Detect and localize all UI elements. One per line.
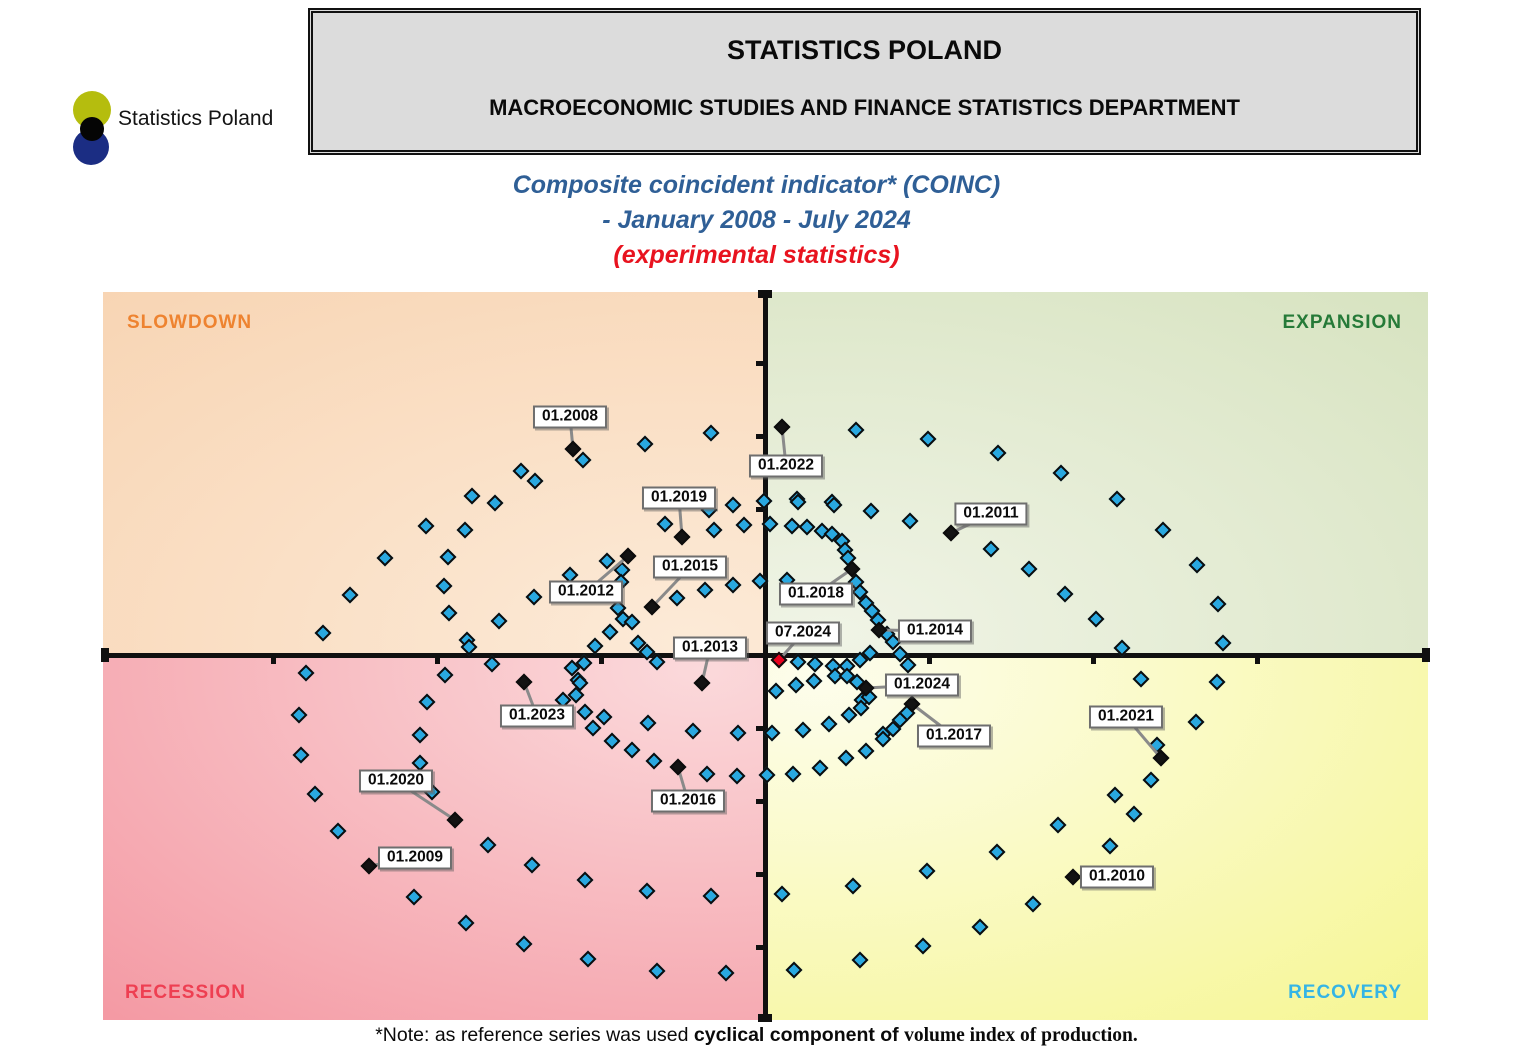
quadrant-label-slowdown: SLOWDOWN: [127, 312, 253, 333]
chart-title-line3: (experimental statistics): [613, 241, 900, 269]
date-label-01.2023: 01.2023: [500, 705, 574, 728]
chart-title-line2: - January 2008 - July 2024: [602, 206, 911, 234]
date-label-01.2020: 01.2020: [359, 770, 433, 793]
date-label-01.2021: 01.2021: [1089, 706, 1163, 729]
date-label-01.2016: 01.2016: [651, 790, 725, 813]
date-label-07.2024: 07.2024: [766, 622, 840, 645]
chart-title-line1: Composite coincident indicator* (COINC): [512, 171, 1001, 199]
date-label-01.2011: 01.2011: [954, 503, 1027, 526]
date-label-01.2019: 01.2019: [642, 487, 716, 510]
footnote-serif: volume index of production.: [904, 1025, 1138, 1046]
date-label-01.2010: 01.2010: [1080, 866, 1154, 889]
header-box: [308, 8, 1421, 155]
footnote-prefix: *Note: as reference series was used: [375, 1024, 694, 1046]
date-label-01.2013: 01.2013: [673, 637, 747, 660]
quadrant-label-recession: RECESSION: [125, 982, 246, 1003]
statistics-poland-logo: [60, 85, 320, 175]
date-label-01.2015: 01.2015: [653, 556, 727, 579]
footnote: [0, 1024, 1513, 1047]
date-label-01.2024: 01.2024: [885, 674, 959, 697]
chart-title-block: [0, 168, 1513, 273]
date-label-01.2009: 01.2009: [378, 847, 452, 870]
footnote-bold: cyclical component of: [693, 1024, 905, 1046]
header-title: STATISTICS POLAND: [727, 35, 1002, 65]
date-label-01.2012: 01.2012: [549, 581, 623, 604]
logo-text: Statistics Poland: [118, 107, 274, 130]
date-label-01.2018: 01.2018: [779, 583, 853, 606]
date-label-01.2008: 01.2008: [533, 406, 607, 429]
logo-circles-icon: [60, 85, 120, 175]
date-label-01.2017: 01.2017: [917, 725, 991, 748]
header-subtitle: MACROECONOMIC STUDIES AND FINANCE STATISTICS DEPARTMENT: [489, 95, 1240, 120]
quadrant-label-expansion: EXPANSION: [1282, 312, 1402, 333]
date-label-01.2022: 01.2022: [749, 455, 823, 478]
clock-chart: [103, 292, 1428, 1020]
callout-connectors: [103, 292, 1428, 1020]
date-label-01.2014: 01.2014: [898, 620, 972, 643]
quadrant-label-recovery: RECOVERY: [1288, 982, 1402, 1003]
